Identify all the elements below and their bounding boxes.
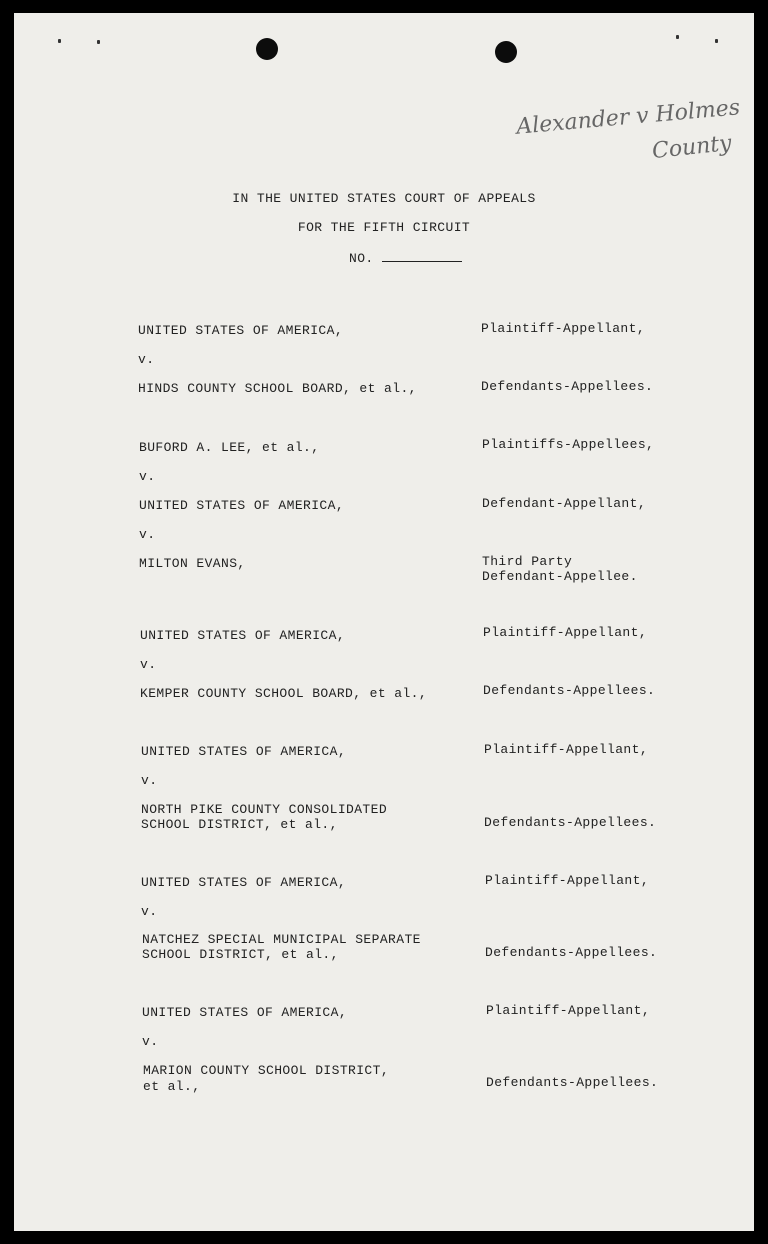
court-title: IN THE UNITED STATES COURT OF APPEALS: [232, 191, 536, 206]
case-1-party2: HINDS COUNTY SCHOOL BOARD, et al.,: [138, 381, 417, 396]
case-6-versus: v.: [142, 1034, 159, 1049]
paper-speck: [97, 40, 100, 44]
case-3-party1: UNITED STATES OF AMERICA,: [140, 628, 346, 643]
case-1-versus: v.: [138, 352, 155, 367]
document-page: [14, 13, 754, 1231]
case-3-role2: Defendants-Appellees.: [483, 683, 656, 698]
case-6-party1: UNITED STATES OF AMERICA,: [142, 1005, 348, 1020]
paper-speck: [715, 39, 718, 43]
case-5-party2-line1: NATCHEZ SPECIAL MUNICIPAL SEPARATE: [142, 932, 421, 947]
case-4-role2: Defendants-Appellees.: [484, 815, 657, 830]
case-4-role1: Plaintiff-Appellant,: [484, 742, 649, 757]
case-3-party2: KEMPER COUNTY SCHOOL BOARD, et al.,: [140, 686, 428, 701]
case-5-party2-line2: SCHOOL DISTRICT, et al.,: [142, 947, 339, 962]
case-6-party2-line2: et al.,: [143, 1079, 201, 1094]
case-6-role2: Defendants-Appellees.: [486, 1075, 659, 1090]
case-2-role1: Plaintiffs-Appellees,: [482, 437, 655, 452]
case-number: [349, 250, 462, 267]
case-2-versus: v.: [139, 469, 156, 484]
handwritten-note-line1: Alexander v Holmes: [515, 95, 741, 140]
case-5-party1: UNITED STATES OF AMERICA,: [141, 875, 347, 890]
case-4-party2-line1: NORTH PIKE COUNTY CONSOLIDATED: [141, 802, 388, 817]
case-1-party1: UNITED STATES OF AMERICA,: [138, 323, 344, 338]
case-2-party2: UNITED STATES OF AMERICA,: [139, 498, 345, 513]
case-6-party2-line1: MARION COUNTY SCHOOL DISTRICT,: [143, 1063, 390, 1078]
case-2-role3-line1: Third Party: [482, 554, 573, 569]
case-6-role1: Plaintiff-Appellant,: [486, 1003, 651, 1018]
case-5-versus: v.: [141, 904, 158, 919]
handwritten-note-line2: County: [650, 130, 733, 165]
case-5-role2: Defendants-Appellees.: [485, 945, 658, 960]
case-number-label: NO.: [349, 251, 374, 266]
case-2-party1: BUFORD A. LEE, et al.,: [139, 440, 320, 455]
case-2-versus2: v.: [139, 527, 156, 542]
case-1-role2: Defendants-Appellees.: [481, 379, 654, 394]
case-3-role1: Plaintiff-Appellant,: [483, 625, 648, 640]
binder-hole: [495, 41, 517, 63]
paper-speck: [58, 39, 61, 43]
case-3-versus: v.: [140, 657, 157, 672]
circuit-title: FOR THE FIFTH CIRCUIT: [297, 220, 471, 235]
case-4-versus: v.: [141, 773, 158, 788]
paper-speck: [676, 35, 679, 39]
case-5-role1: Plaintiff-Appellant,: [485, 873, 650, 888]
case-number-blank: [382, 250, 462, 262]
case-4-party1: UNITED STATES OF AMERICA,: [141, 744, 347, 759]
binder-hole: [256, 38, 278, 60]
case-4-party2-line2: SCHOOL DISTRICT, et al.,: [141, 817, 338, 832]
case-1-role1: Plaintiff-Appellant,: [481, 321, 646, 336]
case-2-role3-line2: Defendant-Appellee.: [482, 569, 638, 584]
case-2-role2: Defendant-Appellant,: [482, 496, 647, 511]
case-2-party3: MILTON EVANS,: [139, 556, 246, 571]
